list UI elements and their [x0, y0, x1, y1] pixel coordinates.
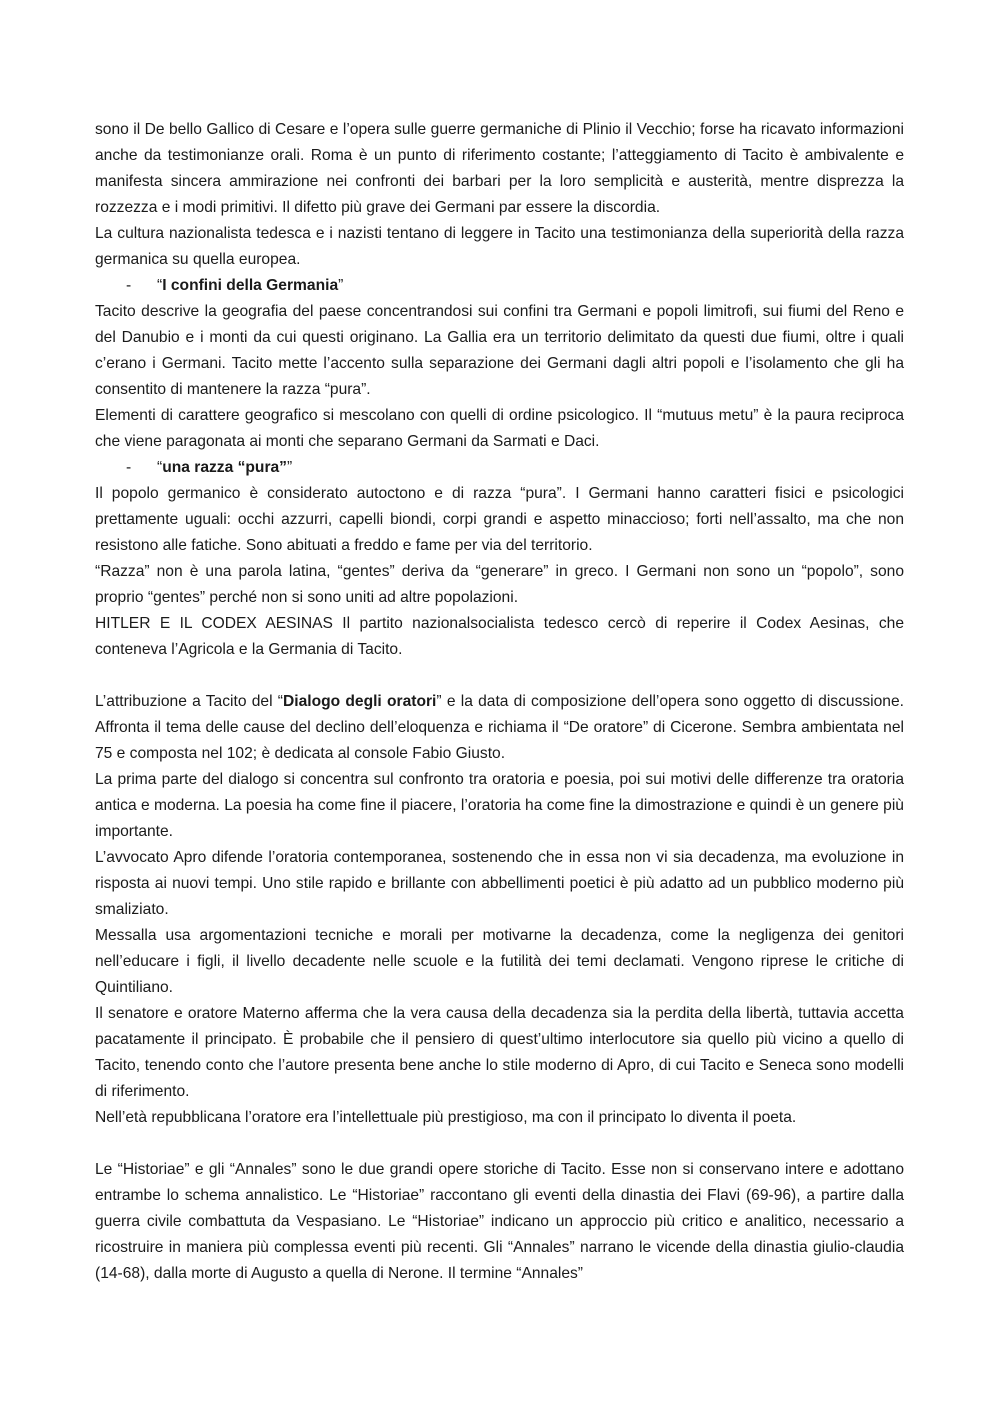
blank-line — [95, 663, 904, 689]
paragraph-geography: Tacito descrive la geografia del paese concentrandosi sui confini tra Germani e popoli limitrofi, sui fiumi del Reno e del Danubio e i monti da cui questi originano. La Gallia era un territorio delimitato da questi due fiumi, oltre i quali c’erano i Germani. Tacito mette l’accento sulla separazione dei Germani dagli altri popoli e l’isolamento che gli ha consentito di mantenere la razza “pura”. — [95, 303, 904, 398]
bullet-dash: - — [126, 277, 132, 294]
bullet-confini — [95, 273, 904, 299]
paragraph-gentes: “Razza” non è una parola latina, “gentes” deriva da “generare” in greco. I Germani non sono un “popolo”, sono proprio “gentes” perché non si sono uniti ad altre popolazioni. — [95, 563, 904, 606]
bullet-heading: “una razza “pura”” — [157, 459, 293, 476]
paragraph-apro: L’avvocato Apro difende l’oratoria contemporanea, sostenendo che in essa non vi sia decadenza, ma evoluzione in risposta ai nuovi tempi. Uno stile rapido e brillante con abbellimenti poetici è più adatto ad un pubblico moderno più smaliziato. — [95, 849, 904, 918]
paragraph-mutuus-metu: Elementi di carattere geografico si mescolano con quelli di ordine psicologico. Il “mutuus metu” è la paura reciproca che viene paragonata ai monti che separano Germani da Sarmati e Daci. — [95, 407, 904, 450]
paragraph-messalla: Messalla usa argomentazioni tecniche e morali per motivarne la decadenza, come la negligenza dei genitori nell’educare i figli, il livello decadente nelle scuole e la futilità dei temi declamati. Vengono riprese le critiche di Quintiliano. — [95, 927, 904, 996]
bullet-heading: “I confini della Germania” — [157, 277, 344, 294]
paragraph-materno: Il senatore e oratore Materno afferma che la vera causa della decadenza sia la perdita della libertà, tuttavia accetta pacatamente il principato. È probabile che il pensiero di quest’ultimo interlocutore sia quello più vicino a quello di Tacito, tenendo conto che l’autore presenta bene anche lo stile moderno di Apro, di cui Tacito e Seneca sono modelli di riferimento. — [95, 1005, 904, 1100]
paragraph-eta-repubblicana: Nell’età repubblicana l’oratore era l’intellettuale più prestigioso, ma con il principato lo diventa il poeta. — [95, 1109, 797, 1126]
paragraph-autoctono: Il popolo germanico è considerato autoctono e di razza “pura”. I Germani hanno caratteri fisici e psicologici prettamente uguali: occhi azzurri, capelli biondi, corpi grandi e aspetto minaccioso; forti nell’assalto, ma che non resistono alle fatiche. Sono abituati a freddo e fame per via del territorio. — [95, 485, 904, 554]
blank-line — [95, 1131, 904, 1157]
bullet-razza-pura — [95, 455, 904, 481]
paragraph-dialogo-oratori: L’attribuzione a Tacito del “Dialogo degli oratori” e la data di composizione dell’opera sono oggetto di discussione. Affronta il tema delle cause del declino dell’eloquenza e richiama il “De oratore” di Cicerone. Sembra ambientata nel 75 e composta nel 102; è dedicata al console Fabio Giusto. — [95, 693, 904, 762]
paragraph-oratoria-poesia: La prima parte del dialogo si concentra sul confronto tra oratoria e poesia, poi sui motivi delle differenze tra oratoria antica e moderna. La poesia ha come fine il piacere, l’oratoria ha come fine la dimostrazione e quindi è un genere più importante. — [95, 771, 904, 840]
document-page — [95, 117, 904, 1287]
paragraph-nationalist-reading: La cultura nazionalista tedesca e i nazisti tentano di leggere in Tacito una testimonianza della superiorità della razza germanica su quella europea. — [95, 225, 904, 268]
paragraph-codex-aesinas: HITLER E IL CODEX AESINAS Il partito nazionalsocialista tedesco cercò di reperire il Codex Aesinas, che conteneva l’Agricola e la Germania di Tacito. — [95, 615, 904, 658]
bullet-dash: - — [126, 459, 132, 476]
paragraph-germania-sources: sono il De bello Gallico di Cesare e l’opera sulle guerre germaniche di Plinio il Vecchio; forse ha ricavato informazioni anche da testimonianze orali. Roma è un punto di riferimento costante; l’atteggiamento di Tacito è ambivalente e manifesta sincera ammirazione nei confronti dei barbari per la loro semplicità e austerità, mentre disprezza la rozzezza e i modi primitivi. Il difetto più grave dei Germani par essere la discordia. — [95, 121, 904, 216]
paragraph-historiae-annales: Le “Historiae” e gli “Annales” sono le due grandi opere storiche di Tacito. Esse non si conservano intere e adottano entrambe lo schema annalistico. Le “Historiae” raccontano gli eventi della dinastia dei Flavi (69-96), a partire dalla guerra civile combattuta da Vespasiano. Le “Historiae” indicano un approccio più critico e analitico, necessario a ricostruire in maniera più complessa eventi più recenti. Gli “Annales” narrano le vicende della dinastia giulio-claudia (14-68), dalla morte di Augusto a quella di Nerone. Il termine “Annales” — [95, 1161, 904, 1282]
